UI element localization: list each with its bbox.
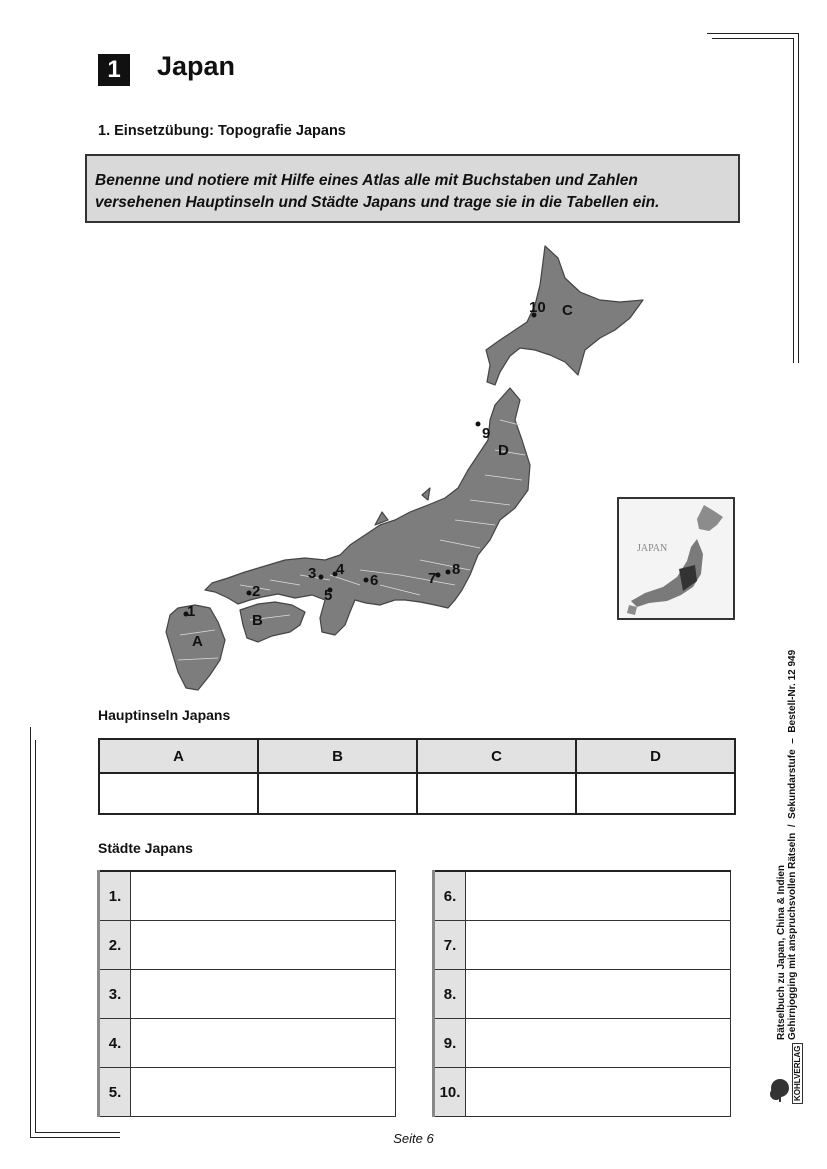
map-label-A: A xyxy=(192,633,203,650)
city-number: 5. xyxy=(99,1068,131,1117)
frame-right-line-1 xyxy=(798,33,799,363)
islands-header-cell: D xyxy=(576,739,735,773)
city-answer-field[interactable] xyxy=(466,1068,731,1117)
city-answer-field[interactable] xyxy=(466,871,731,921)
city-answer-field[interactable] xyxy=(131,970,396,1019)
level-label: Sekundarstufe xyxy=(787,749,798,819)
frame-left-line-2 xyxy=(35,740,36,1132)
map-label-3: 3 xyxy=(308,565,317,582)
answer-field-A[interactable] xyxy=(99,773,258,814)
islands-header-cell: C xyxy=(417,739,576,773)
frame-top-right-line-2 xyxy=(712,38,794,39)
order-number: Bestell-Nr. 12 949 xyxy=(787,649,798,733)
map-label-8: 8 xyxy=(452,561,461,578)
japan-map xyxy=(150,235,660,705)
map-label-4: 4 xyxy=(336,561,345,578)
exercise-title: 1. Einsetzübung: Topografie Japans xyxy=(98,123,346,139)
map-label-6: 6 xyxy=(370,572,379,589)
table-row xyxy=(99,1068,396,1117)
map-label-B: B xyxy=(252,612,263,629)
publisher-logo xyxy=(768,1045,804,1104)
islands-table xyxy=(98,738,736,815)
city-answer-field[interactable] xyxy=(131,1019,396,1068)
table-row xyxy=(434,871,731,921)
table-row xyxy=(99,970,396,1019)
city-number: 7. xyxy=(434,921,466,970)
city-answer-field[interactable] xyxy=(466,1019,731,1068)
answer-field-D[interactable] xyxy=(576,773,735,814)
city-answer-field[interactable] xyxy=(131,871,396,921)
city-answer-field[interactable] xyxy=(131,921,396,970)
map-label-1: 1 xyxy=(187,603,196,620)
table-row xyxy=(99,871,396,921)
map-label-2: 2 xyxy=(252,583,261,600)
frame-left-line-1 xyxy=(30,727,31,1137)
task-instructions-box xyxy=(85,154,740,223)
city-number: 3. xyxy=(99,970,131,1019)
map-label-5: 5 xyxy=(324,587,333,604)
table-row xyxy=(434,970,731,1019)
book-title: Rätselbuch zu Japan, China & Indien xyxy=(776,864,787,1040)
islands-header-cell: B xyxy=(258,739,417,773)
city-number: 4. xyxy=(99,1019,131,1068)
map-label-10: 10 xyxy=(529,299,546,316)
side-book-line-2: Gehirnjogging mit anspruchsvollen Rätseln / Sekundarstufe – Bestell-Nr. 12 949 xyxy=(787,649,798,1040)
map-label-9: 9 xyxy=(482,425,491,442)
inset-map-graphic xyxy=(619,499,733,618)
task-line-2: versehenen Hauptinseln und Städte Japans und trage sie in die Tabellen ein. xyxy=(95,194,660,211)
publisher-name: KOHLVERLAG xyxy=(792,1043,803,1104)
islands-answer-row xyxy=(99,773,735,814)
table-row xyxy=(99,1019,396,1068)
cities-section-title: Städte Japans xyxy=(98,840,193,856)
frame-right-line-2 xyxy=(793,38,794,363)
table-row xyxy=(434,1068,731,1117)
map-label-7: 7 xyxy=(428,570,437,587)
side-publisher-info xyxy=(776,560,798,1040)
shikoku-island xyxy=(240,602,305,642)
frame-top-right-line-1 xyxy=(707,33,799,34)
book-subtitle: Gehirnjogging mit anspruchsvollen Rätseln xyxy=(787,832,798,1040)
table-row xyxy=(434,1019,731,1068)
cities-table-left xyxy=(97,870,396,1117)
japan-inset-map xyxy=(617,497,735,620)
city-answer-field[interactable] xyxy=(131,1068,396,1117)
city-number: 9. xyxy=(434,1019,466,1068)
map-label-C: C xyxy=(562,302,573,319)
chapter-number-badge: 1 xyxy=(98,54,130,86)
city-number: 10. xyxy=(434,1068,466,1117)
answer-field-B[interactable] xyxy=(258,773,417,814)
islands-section-title: Hauptinseln Japans xyxy=(98,707,231,723)
city-number: 1. xyxy=(99,871,131,921)
map-label-D: D xyxy=(498,442,509,459)
city-answer-field[interactable] xyxy=(466,921,731,970)
table-row xyxy=(99,921,396,970)
inset-label: JAPAN xyxy=(637,543,668,554)
islands-header-cell: A xyxy=(99,739,258,773)
page-number: Seite 6 xyxy=(393,1131,434,1146)
city-answer-field[interactable] xyxy=(466,970,731,1019)
cities-table-right xyxy=(432,870,731,1117)
answer-field-C[interactable] xyxy=(417,773,576,814)
side-book-line-1 xyxy=(776,560,787,1040)
page-title: Japan xyxy=(157,51,236,81)
city-number: 2. xyxy=(99,921,131,970)
islands-header-row xyxy=(99,739,735,773)
task-line-1: Benenne und notiere mit Hilfe eines Atlas alle mit Buchstaben und Zahlen xyxy=(95,172,638,189)
city-number: 8. xyxy=(434,970,466,1019)
sado-island xyxy=(422,488,430,500)
city-number: 6. xyxy=(434,871,466,921)
table-row xyxy=(434,921,731,970)
